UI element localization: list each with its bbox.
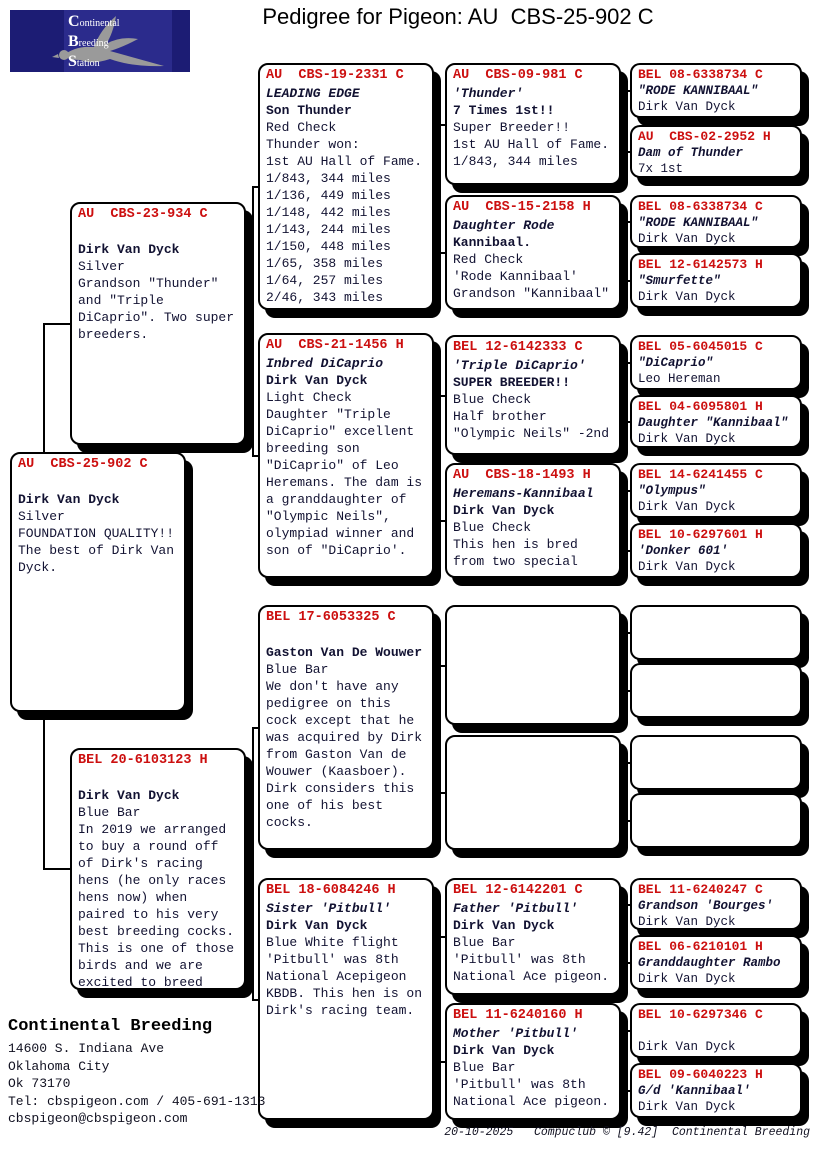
connector-line [621,792,627,794]
box-line [78,770,238,787]
box-line: Dirk Van Dyck [453,918,555,933]
box-line: "RODE KANNIBAAL" [638,84,759,98]
pedigree-box-b38 [445,1003,621,1120]
connector-line [43,323,45,454]
box-line: Dyck. [18,560,58,575]
connector-line [621,520,627,522]
logo-line-continental [68,13,120,33]
band-number: AU CBS-25-902 C [18,457,148,472]
box-line: to buy a round off [78,839,219,854]
box-line: Son Thunder [266,103,352,118]
box-line: Blue White flight [266,935,399,950]
box-line: Dirk Van Dyck [638,1040,736,1054]
connector-line [621,665,627,667]
connector-line [246,323,254,325]
box-line: National Acepigeon [266,969,407,984]
connector-line [434,455,440,457]
box-line: DiCaprio" excellent [266,424,415,439]
box-line: "Olympus" [638,484,706,498]
box-line: "DiCaprio" of Leo [266,458,399,473]
box-line: paired to his very [78,907,219,922]
logo-line-breeding [68,33,120,53]
connector-line [43,712,45,870]
connector-line [621,252,627,254]
band-number: BEL 10-6297346 C [638,1007,763,1022]
box-line: Dirk Van Dyck [638,560,736,574]
band-number: BEL 09-6040223 H [638,1067,763,1082]
pedigree-box-b32 [445,195,621,310]
box-line: Light Check [266,390,352,405]
box-line: Dirk Van Dyck [638,232,736,246]
address-line-tel: Tel: cbspigeon.com / 405-691-1313 [8,1093,266,1109]
pedigree-box-b412 [630,793,802,848]
box-line: 7x 1st [638,162,684,176]
box-line: National Ace pigeon. [453,1094,610,1109]
band-number: AU CBS-19-2331 C [266,68,404,83]
pedigree-box-b24 [258,878,434,1120]
band-number: BEL 18-6084246 H [266,883,396,898]
address-line-email: cbspigeon@cbspigeon.com [8,1111,188,1126]
connector-line [438,395,440,522]
box-line: Daughter Rode [453,218,555,233]
box-line: Blue Bar [453,935,516,950]
box-line: was acquired by Dirk [266,730,423,745]
connector-line [438,124,440,254]
band-number: AU CBS-21-1456 H [266,338,404,353]
box-line: Mother 'Pitbull' [453,1026,578,1041]
box-line: 'Rode Kannibaal' [453,269,578,284]
pedigree-box-b413 [630,878,802,930]
box-line: Dirk Van Dyck [638,432,736,446]
band-number: BEL 12-6142201 C [453,883,583,898]
pedigree-box-b416 [630,1063,802,1118]
band-number: AU CBS-09-981 C [453,68,583,83]
box-line: Dirk Van Dyck [266,373,368,388]
box-line: Super Breeder!! [453,120,571,135]
box-line: of Dirk's racing [78,856,203,871]
box-line: Granddaughter Rambo [638,956,781,970]
box-line: Wouwer (Kaasboer). [266,764,407,779]
box-line: Heremans-Kannibaal [453,486,594,501]
box-line: pedigree on this [266,696,391,711]
box-line: 1st AU Hall of Fame. [266,154,423,169]
box-line: Grandson 'Bourges' [638,899,774,913]
pedigree-box-b43 [630,195,802,248]
box-line: Blue Bar [266,662,329,677]
band-number: BEL 17-6053325 C [266,610,396,625]
report-meta: 20-10-2025 Compuclub © [9.42] Continental Breeding [444,1126,810,1139]
box-line: excited to breed [78,975,203,990]
box-line: olympiad winner and [266,526,415,541]
box-line: 'Thunder' [453,86,524,101]
box-line: Leo Hereman [638,372,721,386]
box-line: Blue Check [453,392,532,407]
box-line: 'Pitbull' was 8th [266,952,399,967]
pedigree-box-b45 [630,335,802,390]
box-line: 'Donker 601' [638,544,729,558]
box-line: Silver [78,259,125,274]
band-number: AU CBS-18-1493 H [453,468,591,483]
box-line: Gaston Van De Wouwer [266,645,423,660]
connector-line [625,632,627,692]
box-line: 1/843, 344 miles [453,154,578,169]
box-line: Daughter "Kannibaal" [638,416,789,430]
pedigree-box-b35 [445,605,621,725]
band-number: AU CBS-23-934 C [78,207,208,222]
box-line: 2/46, 343 miles [266,290,384,305]
pedigree-box-b33 [445,335,621,455]
box-line: Half brother [453,409,547,424]
box-line: 'Pitbull' was 8th [453,1077,586,1092]
connector-line [434,999,440,1001]
box-line: Dirk Van Dyck [453,503,555,518]
pedigree-box-b44 [630,253,802,308]
box-line: Silver [18,509,65,524]
connector-line [434,186,440,188]
band-number: BEL 12-6142573 H [638,257,763,272]
logo-initial-b: B [68,33,79,50]
page-title: Pedigree for Pigeon: AU CBS-25-902 C [262,4,654,29]
cbs-logo [10,10,190,72]
box-line: breeding son [266,441,360,456]
connector-line [246,868,254,870]
box-line: Daughter "Triple [266,407,391,422]
band-number [638,796,794,813]
box-line: 1/64, 257 miles [266,273,384,288]
box-line: 'Pitbull' was 8th [453,952,586,967]
band-number: BEL 04-6095801 H [638,399,763,414]
box-line: cocks. [266,815,313,830]
box-line: from two special [453,554,578,569]
connector-line [43,868,72,870]
address-line-state-zip: Ok 73170 [8,1076,71,1091]
box-line: from Gaston Van de [266,747,407,762]
band-number [638,666,794,683]
pedigree-box-b410 [630,663,802,718]
band-number: BEL 06-6210101 H [638,939,763,954]
band-number: BEL 11-6240247 C [638,882,763,897]
connector-line [621,936,627,938]
box-line: 1/843, 344 miles [266,171,391,186]
logo-rest-continental: ontinental [79,18,120,29]
box-line: Blue Check [453,520,532,535]
pedigree-box-b41 [630,63,802,118]
box-line: This hen is bred [453,537,578,552]
box-line: one of his best [266,798,384,813]
box-line: a granddaughter of [266,492,407,507]
band-number: BEL 11-6240160 H [453,1008,583,1023]
box-line: Inbred DiCaprio [266,356,384,371]
band-number [638,608,794,625]
box-line [266,627,426,644]
pedigree-box-b22 [258,333,434,578]
connector-line [438,665,440,794]
box-line: In 2019 we arranged [78,822,227,837]
band-number: AU CBS-15-2158 H [453,200,591,215]
box-line: "Smurfette" [638,274,721,288]
box-line: KBDB. This hen is on [266,986,423,1001]
pedigree-box-b48 [630,523,802,578]
address-line-city: Oklahoma City [8,1058,110,1074]
box-line: Grandson "Kannibaal" [453,286,610,301]
pedigree-box-b34 [445,463,621,578]
connector-line [621,124,627,126]
box-line: "Olympic Neils" -2nd [453,426,610,441]
band-number [453,609,613,627]
box-line: 1/148, 442 miles [266,205,391,220]
logo-line-station [68,53,120,72]
pedigree-box-b415 [630,1003,802,1058]
box-line [638,1023,794,1039]
pedigree-box-b414 [630,935,802,990]
address-line-street: 14600 S. Indiana Ave [8,1041,165,1056]
box-line: Red Check [266,120,337,135]
pedigree-box-b46 [630,395,802,448]
band-number: BEL 12-6142333 C [453,340,583,355]
box-line: Dirk Van Dyck [266,918,368,933]
box-line: birds and we are [78,958,203,973]
box-line: Dirk Van Dyck [638,915,736,929]
box-line: Dirk Van Dyck [638,100,736,114]
band-number: BEL 14-6241455 C [638,467,763,482]
box-line: cock except that he [266,713,415,728]
box-line: 'Triple DiCaprio' [453,358,586,373]
pedigree-box-b36 [445,735,621,850]
box-line: "DiCaprio" [638,356,714,370]
box-line: 1/143, 244 miles [266,222,391,237]
box-line: We don't have any [266,679,399,694]
connector-line [625,362,627,423]
connector-line [252,186,254,457]
box-line: Dirk Van Dyck [638,290,736,304]
pedigree-box-mother [70,748,246,990]
connector-line [252,727,254,1001]
band-number: BEL 08-6338734 C [638,67,763,82]
pedigree-box-b31 [445,63,621,185]
box-line: Father 'Pitbull' [453,901,578,916]
pedigree-box-b49 [630,605,802,660]
box-line [78,224,238,241]
box-line: Dirk Van Dyck [78,788,180,803]
logo-rest-station: tation [76,58,100,69]
box-line: This is one of those [78,941,235,956]
box-line: Dirk's racing team. [266,1003,415,1018]
loft-name: Continental Breeding [8,1017,213,1036]
box-line: best breeding cocks. [78,924,235,939]
box-line: The best of Dirk Van [18,543,175,558]
box-line: Dirk Van Dyck [638,1100,736,1114]
pedigree-box-subject [10,452,186,712]
pedigree-box-b37 [445,878,621,995]
logo-text [68,13,120,72]
box-line: 1/136, 449 miles [266,188,391,203]
box-line: Grandson "Thunder" [78,276,219,291]
band-number [453,739,613,757]
logo-initial-c: C [68,13,80,30]
box-line: Red Check [453,252,524,267]
connector-line [621,1061,627,1063]
box-line: Dirk considers this [266,781,415,796]
connector-line [434,727,440,729]
band-number: AU CBS-02-2952 H [638,129,771,144]
box-line: SUPER BREEDER!! [453,375,571,390]
band-number: BEL 20-6103123 H [78,753,208,768]
box-line: breeders. [78,327,149,342]
box-line: Blue Bar [78,805,141,820]
box-line: Dam of Thunder [638,146,744,160]
box-line: 1/150, 448 miles [266,239,391,254]
pedigree-box-b411 [630,735,802,790]
pedigree-box-b42 [630,125,802,178]
pedigree-box-b23 [258,605,434,850]
box-line: Dirk Van Dyck [18,492,120,507]
box-line [18,474,178,491]
pedigree-box-b47 [630,463,802,518]
loft-contact-info [8,1014,265,1128]
box-line: hens now) when [78,890,188,905]
box-line: Blue Bar [453,1060,516,1075]
box-line: Kannibaal. [453,235,532,250]
box-line: Dirk Van Dyck [453,1043,555,1058]
pedigree-box-b21 [258,63,434,310]
box-line: 1/65, 358 miles [266,256,384,271]
box-line: 7 Times 1st!! [453,103,555,118]
connector-line [621,395,627,397]
box-line: "Olympic Neils", [266,509,391,524]
connector-line [625,904,627,964]
box-line: son of "DiCaprio'. [266,543,407,558]
band-number [638,738,794,755]
box-line: Sister 'Pitbull' [266,901,391,916]
box-line: Thunder won: [266,137,360,152]
box-line: DiCaprio". Two super [78,310,235,325]
box-line: Heremans. The dam is [266,475,423,490]
band-number: BEL 08-6338734 C [638,199,763,214]
box-line: hens (he only races [78,873,227,888]
logo-initial-s: S [68,53,77,70]
band-number: BEL 05-6045015 C [638,339,763,354]
box-line: Dirk Van Dyck [638,500,736,514]
pedigree-box-father [70,202,246,445]
box-line: G/d 'Kannibaal' [638,1084,751,1098]
box-line: "RODE KANNIBAAL" [638,216,759,230]
box-line: National Ace pigeon. [453,969,610,984]
box-line: FOUNDATION QUALITY!! [18,526,175,541]
connector-line [43,323,72,325]
connector-line [625,90,627,153]
box-line: Dirk Van Dyck [638,972,736,986]
box-line: 1st AU Hall of Fame. [453,137,610,152]
band-number: BEL 10-6297601 H [638,527,763,542]
box-line: and "Triple [78,293,164,308]
box-line: Dirk Van Dyck [78,242,180,257]
logo-rest-breeding: reeding [78,38,109,49]
box-line: LEADING EDGE [266,86,360,101]
